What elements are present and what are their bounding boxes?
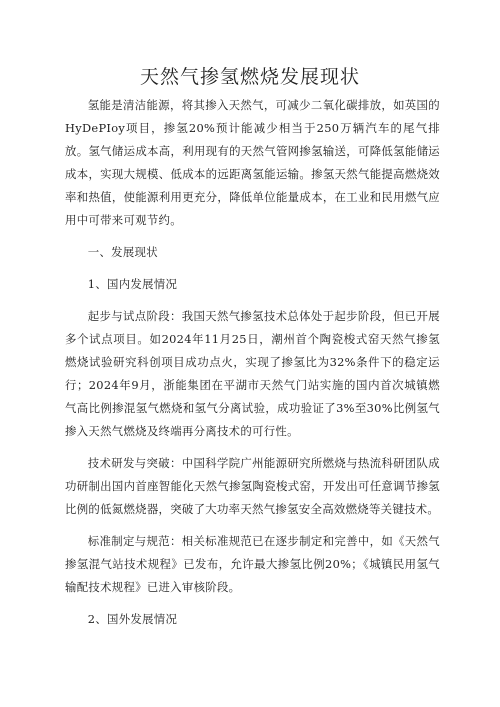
- section-heading: 一、发展现状: [87, 245, 158, 259]
- body-paragraph: 起步与试点阶段：我国天然气掺氢技术总体处于起步阶段，但已开展多个试点项目。如2024年11月25日，潮州首个陶瓷梭式窑天然气掺氢燃烧试验研究科创项目成功点火，实现了掺氢比为32%条件下的稳定运行；2024年9月，浙能集团在平湖市天然气门站实施的国内首次城镇燃气高比例掺混氢气燃烧和氢气分离试验，成功验证了3%至30%比例氢气掺入天然气燃烧及终端再分离技术的可行性。: [65, 309, 440, 438]
- body-paragraph: 技术研发与突破：中国科学院广州能源研究所燃烧与热流科研团队成功研制出国内首座智能化天然气掺氢陶瓷梭式窑，开发出可任意调节掺氢比例的低氮燃烧器，突破了大功率天然气掺氢安全高效燃烧等关键技术。: [65, 456, 440, 516]
- subsection-heading: 2、国外发展情况: [87, 612, 178, 626]
- document-body: [65, 94, 440, 640]
- document-title: 天然气掺氢燃烧发展现状: [139, 66, 360, 88]
- body-paragraph: 标准制定与规范：相关标准规范已在逐步制定和完善中，如《天然气掺氢混气站技术规程》已发布，允许最大掺氢比例20%；《城镇民用氢气输配技术规程》已进入审核阶段。: [65, 534, 440, 594]
- subsection-heading: 1、国内发展情况: [87, 277, 178, 291]
- intro-paragraph: 氢能是清洁能源，将其掺入天然气，可减少二氧化碳排放，如英国的HyDePIoy项目，掺氢20%预计能减少相当于250万辆汽车的尾气排放。氢气储运成本高，利用现有的天然气管网掺氢输送，可降低氢能储运成本，实现大规模、低成本的远距离氢能运输。掺氢天然气能提高燃烧效率和热值，使能源利用更充分，降低单位能量成本，在工业和民用燃气应用中可带来可观节约。: [65, 98, 440, 227]
